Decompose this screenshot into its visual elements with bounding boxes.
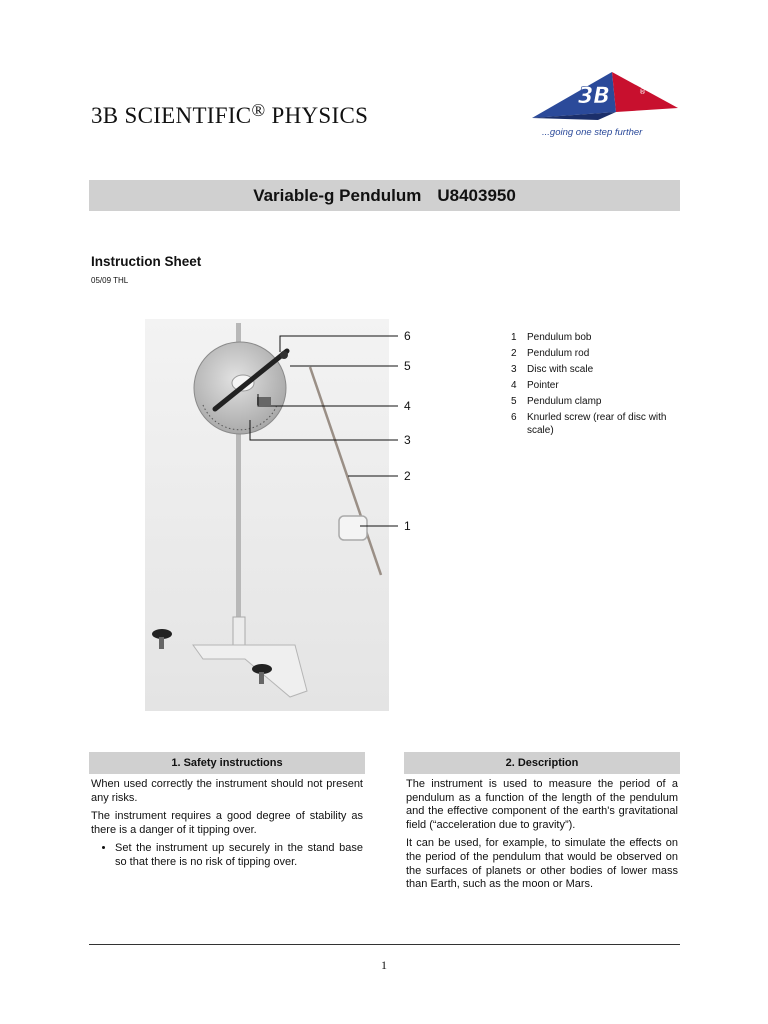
- disc-label-plate: [257, 397, 271, 405]
- callout-6: 6: [404, 329, 411, 343]
- legend-item: [511, 363, 681, 376]
- doc-date: 05/09 THL: [91, 276, 129, 285]
- legend-item: [511, 331, 681, 344]
- 3b-logo: [518, 70, 680, 142]
- legend-label: Knurled screw (rear of disc with scale): [527, 412, 667, 436]
- brand-suffix: PHYSICS: [265, 103, 369, 128]
- legend-number: 1: [511, 332, 517, 343]
- callout-4: 4: [404, 399, 411, 413]
- legend-label: Pendulum clamp: [527, 396, 602, 407]
- leveling-screw-right-shaft: [259, 672, 264, 684]
- logo-text: 3B: [578, 84, 611, 109]
- brand-title: [91, 100, 368, 129]
- description-paragraph-1: The instrument is used to measure the period of a pendulum as a function of the length of the pendulum and the effective component of the earth's gravitational field (“acceleration due to gravity”).: [406, 778, 678, 831]
- rod-clamp: [233, 617, 245, 645]
- legend-label: Disc with scale: [527, 364, 594, 375]
- knurled-screw: [280, 351, 288, 359]
- product-name: Variable-g Pendulum: [253, 185, 422, 205]
- safety-section: [91, 778, 363, 870]
- safety-paragraph-2: The instrument requires a good degree of stability as there is a danger of it tipping over.: [91, 810, 363, 836]
- logo-reg-mark: ®: [639, 88, 646, 96]
- legend-number: 6: [511, 412, 517, 423]
- legend-number: 4: [511, 380, 517, 391]
- leveling-screw-left-shaft: [159, 637, 164, 649]
- tagline: ...going one step further: [542, 127, 643, 138]
- safety-heading: 1. Safety instructions: [89, 752, 365, 774]
- registered-mark: ®: [251, 100, 266, 120]
- legend-number: 2: [511, 348, 517, 359]
- footer-rule: [89, 944, 680, 945]
- legend-label: Pendulum bob: [527, 332, 592, 343]
- safety-paragraph-1: When used correctly the instrument should not present any risks.: [91, 778, 363, 804]
- legend-number: 3: [511, 364, 517, 375]
- pendulum-photo: [145, 319, 389, 711]
- pendulum-bob: [339, 516, 367, 540]
- product-code: U8403950: [437, 185, 516, 205]
- parts-legend: [511, 331, 681, 440]
- callout-1: 1: [404, 519, 411, 533]
- legend-label: Pendulum rod: [527, 348, 590, 359]
- safety-bullet: • Set the instrument up securely in the stand base so that there is no risk of tipping over.: [115, 842, 363, 869]
- legend-item: [511, 379, 681, 392]
- callout-5: 5: [404, 359, 411, 373]
- legend-item: [511, 411, 681, 437]
- title-bar: [89, 180, 680, 211]
- legend-label: Pointer: [527, 380, 559, 391]
- page-number: 1: [381, 958, 387, 972]
- brand-name: 3B SCIENTIFIC: [91, 103, 252, 128]
- legend-item: [511, 347, 681, 360]
- safety-list: [91, 842, 363, 869]
- description-heading: 2. Description: [404, 752, 680, 774]
- callout-3: 3: [404, 433, 411, 447]
- description-paragraph-2: It can be used, for example, to simulate the effects on the period of the pendulum that would be observed on the surfaces of planets or other bodies of lower mass than Earth, such as the moon or Mars.: [406, 837, 678, 891]
- legend-number: 5: [511, 396, 517, 407]
- doc-type: Instruction Sheet: [91, 254, 202, 269]
- legend-item: [511, 395, 681, 408]
- description-section: [406, 778, 678, 897]
- callout-2: 2: [404, 469, 411, 483]
